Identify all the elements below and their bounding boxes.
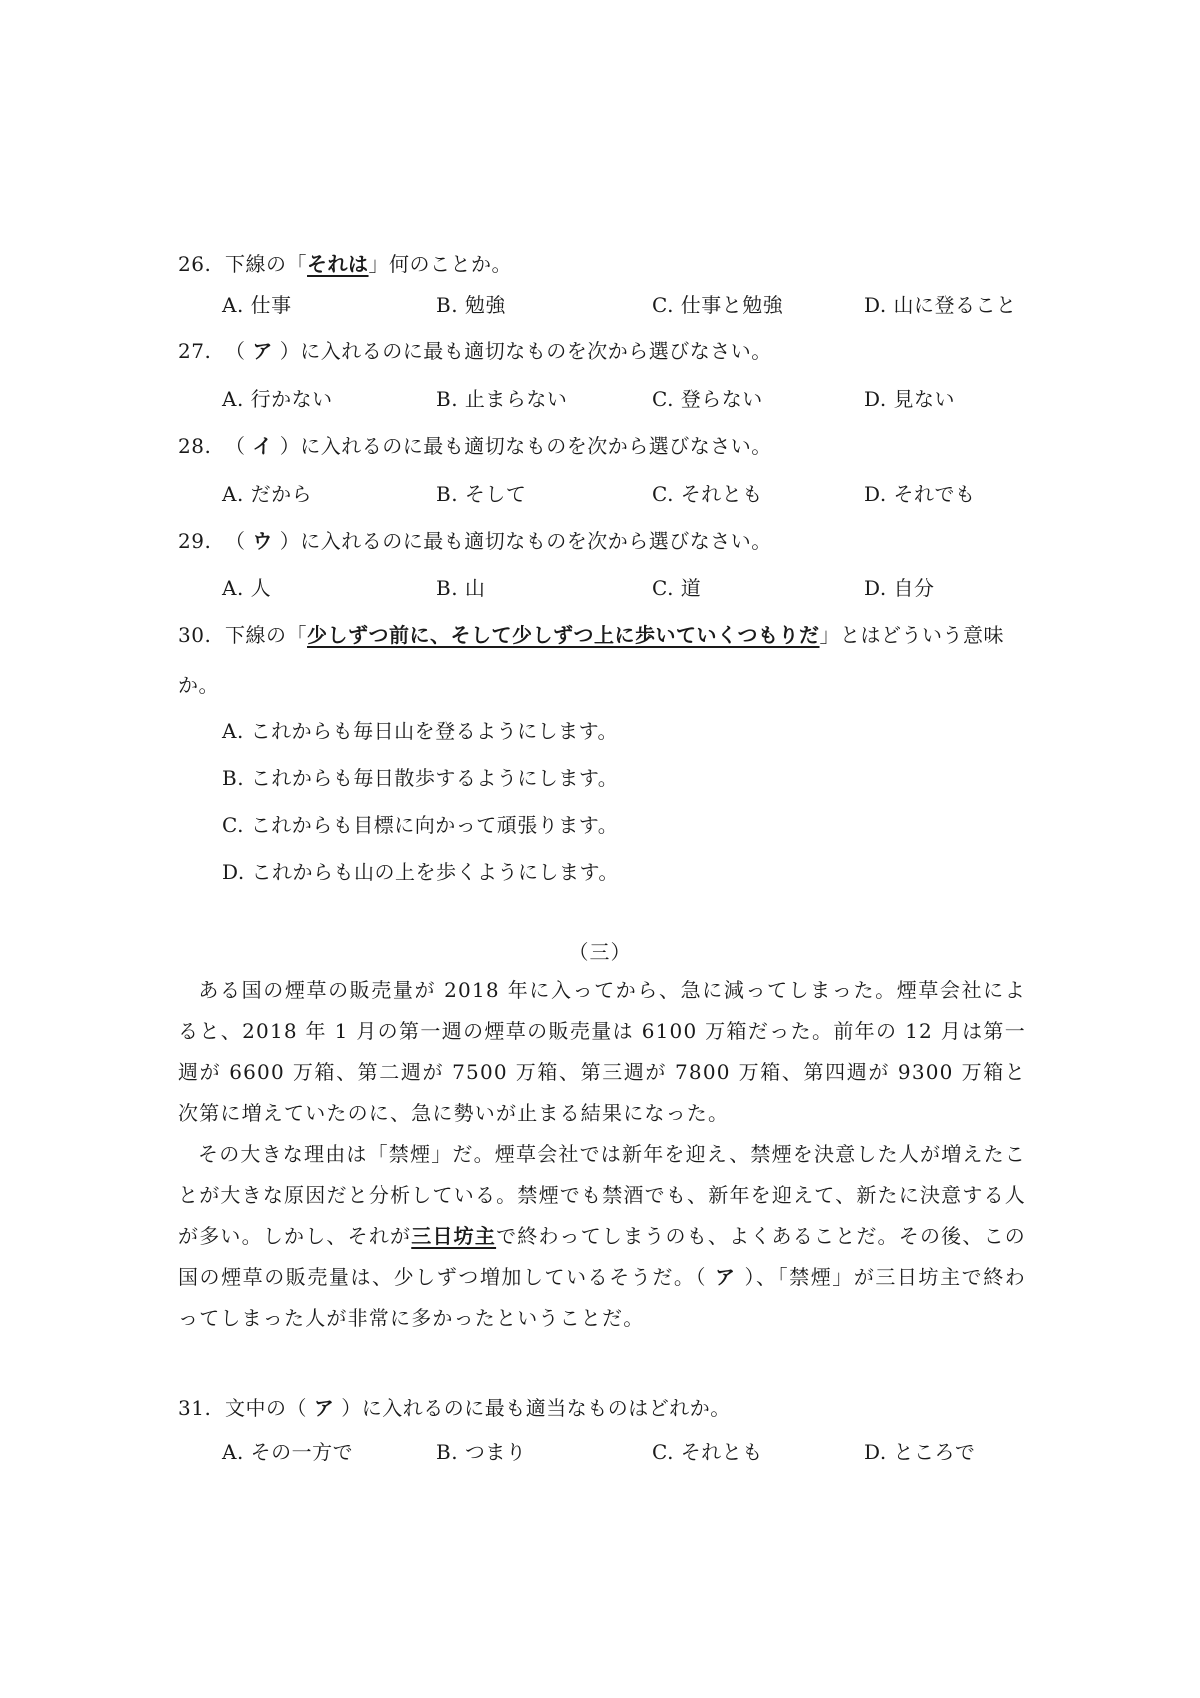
- question-text: ）に入れるのに最も適切なものを次から選びなさい。: [279, 434, 772, 458]
- option-c: C. 道: [652, 576, 702, 600]
- option-a: A. だから: [222, 482, 313, 506]
- option-a: A. これからも毎日山を登るようにします。: [222, 719, 619, 743]
- option-b: B. 勉強: [436, 293, 506, 317]
- question-text: （: [225, 434, 246, 458]
- option-b: B. つまり: [436, 1440, 527, 1464]
- question-text: （: [225, 339, 246, 363]
- options-26: [222, 289, 1052, 319]
- question-31: [178, 1392, 731, 1421]
- option-b: B. そして: [436, 482, 527, 506]
- paragraph-text: ある国の煙草の販売量が 2018 年に入ってから、急に減ってしまった。煙草会社によると、2018 年 1 月の第一週の煙草の販売量は 6100 万箱だった。前年の 12 月は第一週が 6600 万箱、第二週が 7500 万箱、第三週が 7800 万箱、第四週が 9300 万箱と次第に増えていたのに、急に勢いが止まる結果になった。: [178, 978, 1026, 1125]
- underlined-phrase: 三日坊主: [411, 1224, 497, 1248]
- section-heading: （三）: [568, 940, 632, 964]
- option-a: A. 人: [222, 576, 272, 600]
- paragraph-text: ）、「禁煙」が三日坊主で終わってしまった人が非常に多かったということだ。: [178, 1265, 1026, 1330]
- question-29: [178, 525, 772, 554]
- question-28: [178, 430, 772, 459]
- option-a: A. 行かない: [222, 387, 333, 411]
- question-number: 29.: [178, 529, 212, 553]
- option-c: C. 登らない: [652, 387, 763, 411]
- option-c: C. これからも目標に向かって頑張ります。: [222, 813, 619, 837]
- question-number: 28.: [178, 434, 212, 458]
- option-d: D. 見ない: [864, 387, 956, 411]
- option-d: D. これからも山の上を歩くようにします。: [222, 860, 619, 884]
- option-a: A. 仕事: [222, 293, 292, 317]
- question-number: 30.: [178, 623, 212, 647]
- question-text: ）に入れるのに最も適当なものはどれか。: [341, 1396, 731, 1420]
- question-26: [178, 248, 512, 277]
- paragraph-text: その大きな理由は「禁煙」だ。煙草会社では新年を迎え、禁煙を決意した人が増えたことが大きな原因だと分析している。禁煙でも禁酒でも、新年を迎えて、新たに決意する人が多い。しかし、それが: [178, 1142, 1026, 1248]
- question-text: 」何のことか。: [368, 252, 513, 276]
- blank-label: イ: [252, 434, 273, 458]
- question-number: 31.: [178, 1396, 212, 1420]
- question-text: 」とはどういう意味: [819, 623, 1005, 647]
- underlined-phrase: 少しずつ前に、そして少しずつ上に歩いていくつもりだ: [307, 623, 820, 647]
- question-text: （: [225, 529, 246, 553]
- option-b: B. 止まらない: [436, 387, 568, 411]
- option-a: A. その一方で: [222, 1440, 354, 1464]
- options-31: [222, 1436, 1052, 1466]
- option-d: D. ところで: [864, 1440, 976, 1464]
- paragraph-text: で終わってしまうのも、よくあることだ。その後、この国の煙草の販売量は、少しずつ増加しているそうだ。（: [178, 1224, 1026, 1289]
- question-text: ）に入れるのに最も適切なものを次から選びなさい。: [279, 529, 772, 553]
- passage-paragraph-1: [178, 970, 1026, 1134]
- question-30: [178, 619, 1004, 648]
- blank-label: ウ: [252, 529, 273, 553]
- passage-paragraph-2: [178, 1134, 1026, 1339]
- option-c: C. 仕事と勉強: [652, 293, 784, 317]
- question-text: 下線の「: [225, 252, 308, 276]
- blank-label: ア: [252, 339, 273, 363]
- underlined-phrase: それは: [307, 252, 369, 276]
- option-d: D. それでも: [864, 482, 976, 506]
- question-number: 26.: [178, 252, 212, 276]
- option-c: C. それとも: [652, 1440, 763, 1464]
- option-b: B. これからも毎日散歩するようにします。: [222, 766, 619, 790]
- options-28: [222, 478, 1052, 508]
- option-b: B. 山: [436, 576, 486, 600]
- question-text: 文中の（: [225, 1396, 308, 1420]
- question-27: [178, 335, 772, 364]
- option-c: C. それとも: [652, 482, 763, 506]
- question-30-continuation: か。: [178, 673, 219, 697]
- option-d: D. 山に登ること: [864, 293, 1017, 317]
- options-27: [222, 383, 1052, 413]
- question-text: ）に入れるのに最も適切なものを次から選びなさい。: [279, 339, 772, 363]
- options-29: [222, 572, 1052, 602]
- blank-label: ア: [714, 1265, 737, 1289]
- question-text: 下線の「: [225, 623, 308, 647]
- option-d: D. 自分: [864, 576, 935, 600]
- blank-label: ア: [313, 1396, 335, 1420]
- question-number: 27.: [178, 339, 212, 363]
